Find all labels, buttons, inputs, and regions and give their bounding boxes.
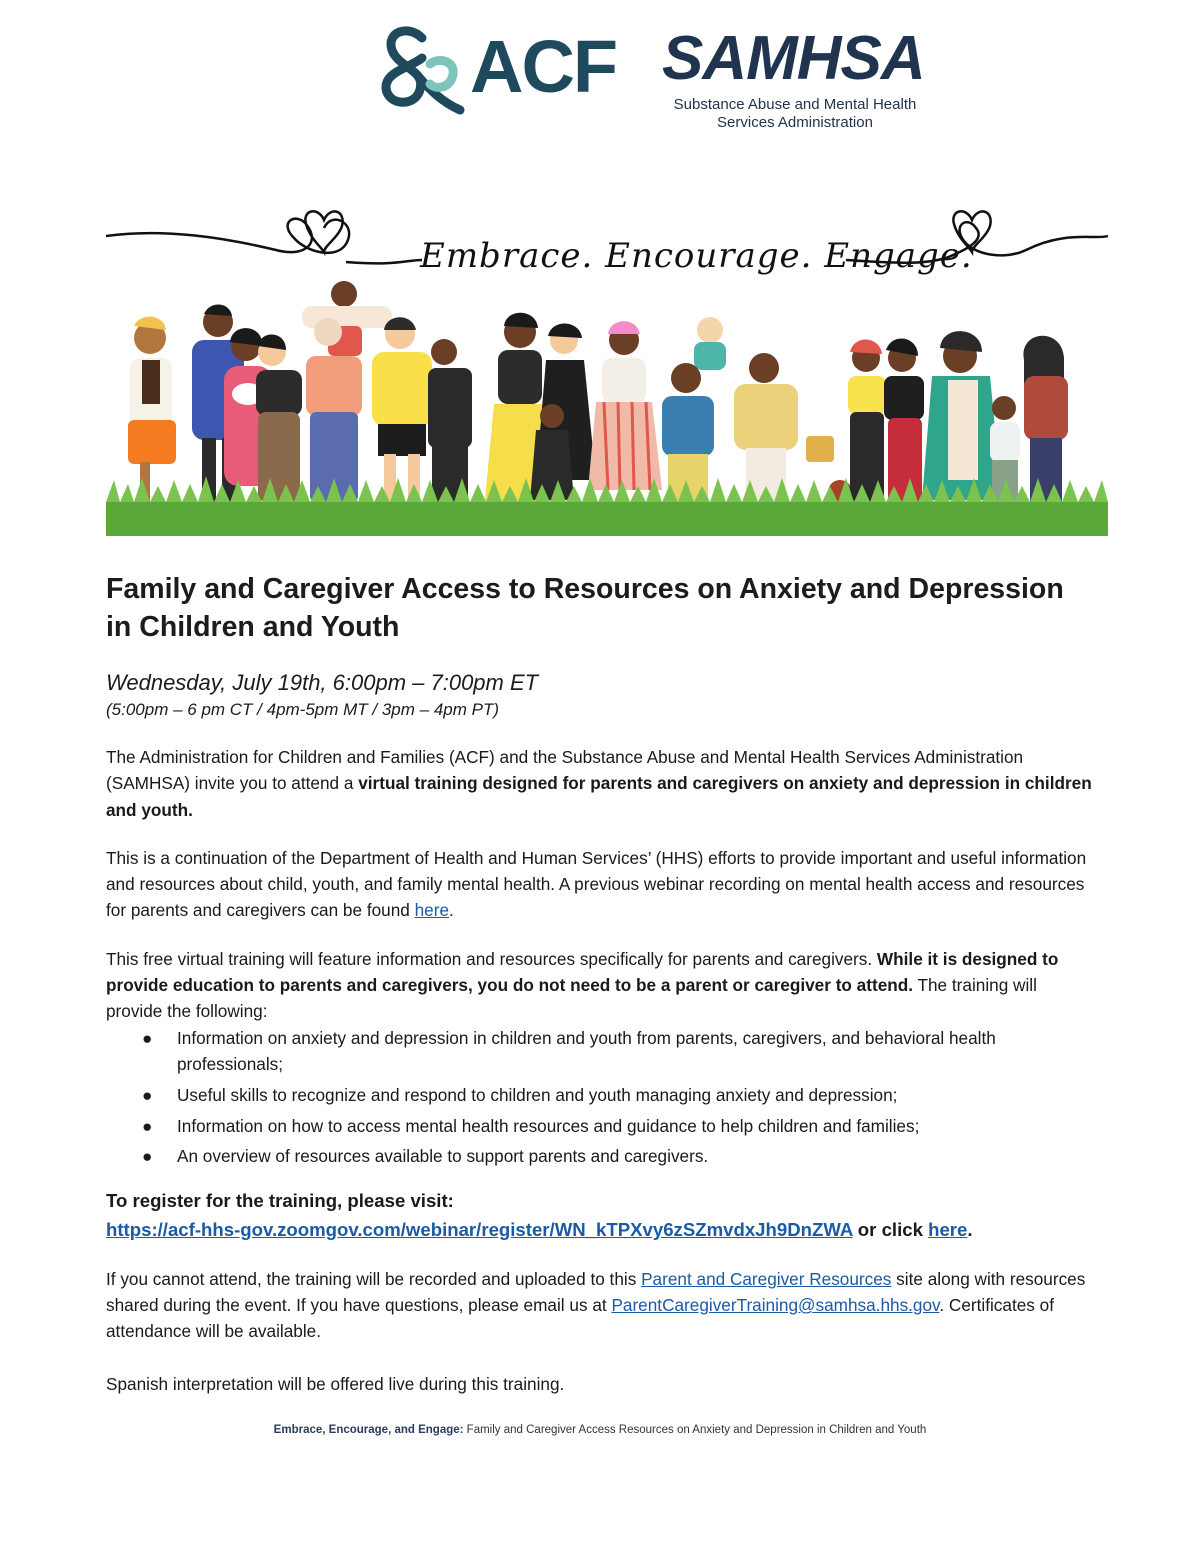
event-timezones: (5:00pm – 6 pm CT / 4pm-5pm MT / 3pm – 4pm PT): [106, 700, 500, 719]
acf-mark-icon: [378, 18, 468, 118]
banner-tagline: Embrace. Encourage. Engage.: [420, 236, 973, 276]
acf-logo: [378, 18, 617, 118]
spanish-paragraph: Spanish interpretation will be offered live during this training.: [106, 1373, 565, 1394]
registration-heading: To register for the training, please visit:: [106, 1189, 454, 1211]
list-item: ● Information on anxiety and depression in children and youth from parents, caregivers, and behavioral health professionals;: [142, 1025, 1096, 1078]
event-date: Wednesday, July 19th, 6:00pm – 7:00pm ET: [106, 670, 539, 695]
list-item: ● Information on how to access mental health resources and guidance to help children and families;: [142, 1113, 1096, 1139]
bullet-icon: ●: [142, 1084, 153, 1105]
intro-paragraph: The Administration for Children and Families (ACF) and the Substance Abuse and Mental Health Services Administration (SAMHSA) invite you to attend a virtual training designed for parents and caregivers on anxiety and depression in children and youth.: [106, 747, 1092, 820]
continuation-paragraph: This is a continuation of the Department of Health and Human Services’ (HHS) efforts to provide important and useful information and resources about child, youth, and family mental health. A previous webinar recording on mental health access and resources for parents and caregivers can be found here.: [106, 847, 1087, 921]
registration-url-link[interactable]: https://acf-hhs-gov.zoomgov.com/webinar/register/WN_kTPXvy6zSZmvdxJh9DnZWA: [106, 1218, 853, 1240]
bullet-icon: ●: [142, 1146, 153, 1167]
bullet-icon: ●: [142, 1115, 153, 1136]
contact-email-link[interactable]: ParentCaregiverTraining@samhsa.hhs.gov: [611, 1294, 940, 1315]
samhsa-wordmark: SAMHSA: [662, 24, 925, 93]
samhsa-logo: [662, 24, 932, 138]
page-title: Family and Caregiver Access to Resources on Anxiety and Depression in Children and Youth: [106, 573, 1064, 643]
bullet-icon: ●: [142, 1027, 153, 1048]
resources-site-link[interactable]: Parent and Caregiver Resources: [641, 1268, 892, 1289]
page-footer: Embrace, Encourage, and Engage: Family and Caregiver Access Resources on Anxiety and Depression in Children and Youth: [273, 1424, 927, 1436]
previous-webinar-link[interactable]: here: [414, 900, 450, 921]
people-illustration: [106, 180, 1108, 536]
acf-wordmark: ACF: [470, 25, 617, 108]
features-list: [106, 1025, 1096, 1170]
header-logos: [0, 18, 1200, 138]
recording-paragraph: If you cannot attend, the training will be recorded and uploaded to this Parent and Caregiver Resources site along with resources shared during the event. If you have questions, please email us at ParentCaregiverTraining@samhsa.hhs.gov. Certificates of attendance will be available.: [106, 1268, 1086, 1342]
registration-here-link[interactable]: here: [928, 1218, 968, 1240]
list-item: ● Useful skills to recognize and respond to children and youth managing anxiety and depression;: [142, 1082, 1096, 1108]
people-group-icon: [128, 281, 1068, 510]
main-content: [106, 570, 1096, 1397]
registration-section: To register for the training, please visit: https://acf-hhs-gov.zoomgov.com/webinar/register/WN_kTPXvy6zSZmvdxJh9DnZWA or click here.: [106, 1186, 1096, 1244]
banner-illustration: [106, 180, 1108, 536]
samhsa-subtitle: Substance Abuse and Mental Health Services Administration: [673, 96, 917, 131]
list-item: ● An overview of resources available to support parents and caregivers.: [142, 1143, 1096, 1169]
training-paragraph: This free virtual training will feature information and resources specifically for parents and caregivers. While it is designed to provide education to parents and caregivers, you do not need to be a parent or caregiver to attend. The training will provide the following:: [106, 948, 1059, 1022]
